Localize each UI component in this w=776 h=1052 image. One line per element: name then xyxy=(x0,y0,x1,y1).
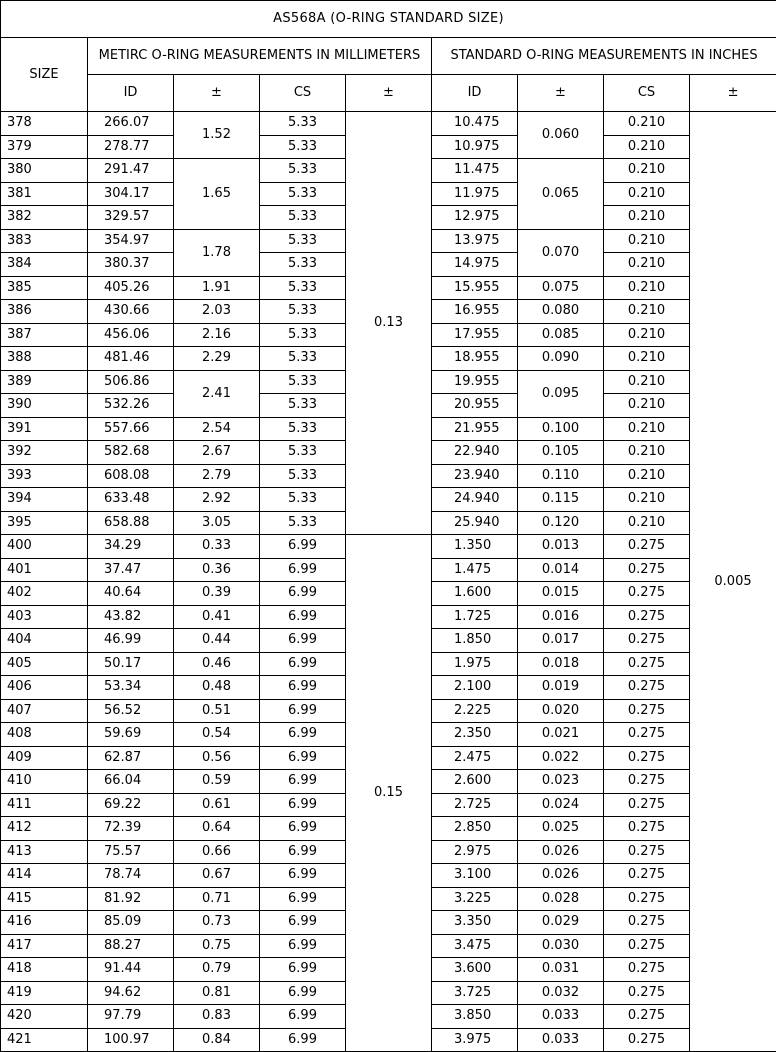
mm-id-tolerance-cell: 2.41 xyxy=(174,370,260,417)
mm-cs-cell: 5.33 xyxy=(260,112,346,136)
size-cell: 388 xyxy=(1,347,88,371)
mm-id-cell: 75.57 xyxy=(88,840,174,864)
in-cs-cell: 0.275 xyxy=(604,934,690,958)
mm-id-cell: 354.97 xyxy=(88,229,174,253)
mm-id-cell: 278.77 xyxy=(88,135,174,159)
mm-id-tolerance-cell: 0.44 xyxy=(174,629,260,653)
size-cell: 391 xyxy=(1,417,88,441)
in-cs-cell: 0.275 xyxy=(604,676,690,700)
in-id-tolerance-cell: 0.085 xyxy=(518,323,604,347)
in-id-tolerance-cell: 0.028 xyxy=(518,887,604,911)
mm-cs-cell: 6.99 xyxy=(260,652,346,676)
size-cell: 411 xyxy=(1,793,88,817)
size-cell: 414 xyxy=(1,864,88,888)
in-cs-cell: 0.275 xyxy=(604,535,690,559)
in-id-tolerance-cell: 0.065 xyxy=(518,159,604,230)
mm-id-cell: 66.04 xyxy=(88,770,174,794)
mm-id-tolerance-cell: 0.75 xyxy=(174,934,260,958)
in-id-cell: 19.955 xyxy=(432,370,518,394)
in-cs-cell: 0.210 xyxy=(604,370,690,394)
in-id-tolerance-cell: 0.060 xyxy=(518,112,604,159)
mm-id-cell: 50.17 xyxy=(88,652,174,676)
size-cell: 387 xyxy=(1,323,88,347)
mm-id-tolerance-cell: 0.33 xyxy=(174,535,260,559)
in-cs-cell: 0.210 xyxy=(604,112,690,136)
metric-group-header: METIRC O-RING MEASUREMENTS IN MILLIMETERS xyxy=(88,38,432,75)
mm-cs-cell: 5.33 xyxy=(260,276,346,300)
in-cs-cell: 0.275 xyxy=(604,981,690,1005)
size-cell: 400 xyxy=(1,535,88,559)
mm-cs-tolerance-cell: 0.15 xyxy=(346,535,432,1052)
mm-cs-cell: 5.33 xyxy=(260,253,346,277)
table-row xyxy=(1,112,776,136)
mm-id-tolerance-cell: 2.16 xyxy=(174,323,260,347)
in-id-tolerance-cell: 0.021 xyxy=(518,723,604,747)
in-id-cell: 22.940 xyxy=(432,441,518,465)
in-id-tolerance-cell: 0.018 xyxy=(518,652,604,676)
in-id-cell: 20.955 xyxy=(432,394,518,418)
in-id-tolerance-cell: 0.022 xyxy=(518,746,604,770)
in-id-tolerance-cell: 0.030 xyxy=(518,934,604,958)
in-id-cell: 2.475 xyxy=(432,746,518,770)
size-cell: 416 xyxy=(1,911,88,935)
in-id-tolerance-cell: 0.016 xyxy=(518,605,604,629)
in-id-cell: 11.475 xyxy=(432,159,518,183)
in-id-cell: 2.100 xyxy=(432,676,518,700)
mm-id-tolerance-cell: 0.66 xyxy=(174,840,260,864)
mm-cs-cell: 5.33 xyxy=(260,159,346,183)
size-cell: 421 xyxy=(1,1028,88,1052)
mm-id-cell: 85.09 xyxy=(88,911,174,935)
mm-cs-cell: 6.99 xyxy=(260,911,346,935)
mm-id-tolerance-cell: 1.78 xyxy=(174,229,260,276)
mm-cs-cell: 6.99 xyxy=(260,582,346,606)
mm-id-tolerance-cell: 1.91 xyxy=(174,276,260,300)
mm-id-tolerance-cell: 0.48 xyxy=(174,676,260,700)
in-cs-cell: 0.210 xyxy=(604,441,690,465)
mm-id-tolerance-cell: 0.56 xyxy=(174,746,260,770)
in-id-cell: 3.475 xyxy=(432,934,518,958)
mm-id-tolerance-cell: 0.84 xyxy=(174,1028,260,1052)
size-cell: 413 xyxy=(1,840,88,864)
mm-cs-cell: 6.99 xyxy=(260,934,346,958)
in-id-cell: 1.475 xyxy=(432,558,518,582)
in-id-cell: 2.975 xyxy=(432,840,518,864)
size-cell: 419 xyxy=(1,981,88,1005)
size-cell: 395 xyxy=(1,511,88,535)
in-id-cell: 1.600 xyxy=(432,582,518,606)
in-id-tolerance-cell: 0.023 xyxy=(518,770,604,794)
size-cell: 401 xyxy=(1,558,88,582)
mm-id-cell: 37.47 xyxy=(88,558,174,582)
mm-id-cell: 34.29 xyxy=(88,535,174,559)
in-id-cell: 25.940 xyxy=(432,511,518,535)
in-cs-cell: 0.275 xyxy=(604,723,690,747)
in-id-tolerance-cell: 0.015 xyxy=(518,582,604,606)
mm-id-cell: 100.97 xyxy=(88,1028,174,1052)
mm-cs-cell: 5.33 xyxy=(260,370,346,394)
in-cs-cell: 0.275 xyxy=(604,629,690,653)
in-id-cell: 2.850 xyxy=(432,817,518,841)
in-cs-cell: 0.210 xyxy=(604,300,690,324)
in-id-cell: 3.100 xyxy=(432,864,518,888)
in-cs-cell: 0.210 xyxy=(604,323,690,347)
mm-cs-cell: 6.99 xyxy=(260,958,346,982)
mm-cs-cell: 6.99 xyxy=(260,1028,346,1052)
mm-cs-cell: 6.99 xyxy=(260,723,346,747)
in-cs-cell: 0.210 xyxy=(604,511,690,535)
in-id-tolerance-cell: 0.070 xyxy=(518,229,604,276)
mm-id-cell: 582.68 xyxy=(88,441,174,465)
table-title: AS568A (O-RING STANDARD SIZE) xyxy=(1,1,776,38)
mm-id-tolerance-cell: 2.67 xyxy=(174,441,260,465)
mm-cs-cell: 6.99 xyxy=(260,605,346,629)
in-id-cell: 3.975 xyxy=(432,1028,518,1052)
mm-id-cell: 608.08 xyxy=(88,464,174,488)
mm-id-cell: 380.37 xyxy=(88,253,174,277)
in-id-cell: 11.975 xyxy=(432,182,518,206)
in-cs-tolerance-cell: 0.005 xyxy=(690,112,776,1052)
size-cell: 405 xyxy=(1,652,88,676)
mm-cs-cell: 5.33 xyxy=(260,441,346,465)
in-cs-cell: 0.210 xyxy=(604,417,690,441)
in-id-cell: 3.350 xyxy=(432,911,518,935)
in-cs-cell: 0.210 xyxy=(604,229,690,253)
mm-id-cell: 633.48 xyxy=(88,488,174,512)
in-cs-cell: 0.210 xyxy=(604,135,690,159)
in-id-tolerance-header: ± xyxy=(518,75,604,112)
mm-cs-cell: 6.99 xyxy=(260,1005,346,1029)
mm-cs-cell: 5.33 xyxy=(260,511,346,535)
mm-cs-cell: 6.99 xyxy=(260,981,346,1005)
mm-id-cell: 304.17 xyxy=(88,182,174,206)
in-id-cell: 18.955 xyxy=(432,347,518,371)
mm-id-cell: 40.64 xyxy=(88,582,174,606)
in-id-cell: 3.225 xyxy=(432,887,518,911)
size-cell: 406 xyxy=(1,676,88,700)
in-cs-cell: 0.275 xyxy=(604,605,690,629)
mm-id-cell: 97.79 xyxy=(88,1005,174,1029)
in-cs-cell: 0.210 xyxy=(604,253,690,277)
in-cs-cell: 0.275 xyxy=(604,1028,690,1052)
size-cell: 381 xyxy=(1,182,88,206)
size-cell: 383 xyxy=(1,229,88,253)
mm-id-cell: 88.27 xyxy=(88,934,174,958)
in-id-tolerance-cell: 0.014 xyxy=(518,558,604,582)
in-cs-cell: 0.275 xyxy=(604,887,690,911)
mm-id-tolerance-cell: 2.54 xyxy=(174,417,260,441)
table-row xyxy=(1,535,776,559)
mm-id-tolerance-cell: 1.52 xyxy=(174,112,260,159)
size-cell: 410 xyxy=(1,770,88,794)
mm-id-cell: 94.62 xyxy=(88,981,174,1005)
in-id-cell: 13.975 xyxy=(432,229,518,253)
mm-id-cell: 506.86 xyxy=(88,370,174,394)
mm-id-cell: 91.44 xyxy=(88,958,174,982)
in-id-cell: 10.475 xyxy=(432,112,518,136)
in-cs-cell: 0.210 xyxy=(604,182,690,206)
mm-id-cell: 532.26 xyxy=(88,394,174,418)
mm-cs-cell: 5.33 xyxy=(260,464,346,488)
mm-id-tolerance-cell: 0.81 xyxy=(174,981,260,1005)
mm-cs-cell: 6.99 xyxy=(260,558,346,582)
in-cs-cell: 0.275 xyxy=(604,746,690,770)
in-id-cell: 3.850 xyxy=(432,1005,518,1029)
in-id-tolerance-cell: 0.026 xyxy=(518,864,604,888)
size-header: SIZE xyxy=(1,38,88,112)
in-id-tolerance-cell: 0.080 xyxy=(518,300,604,324)
mm-id-tolerance-cell: 0.67 xyxy=(174,864,260,888)
mm-cs-tolerance-header: ± xyxy=(346,75,432,112)
in-cs-cell: 0.275 xyxy=(604,793,690,817)
in-id-tolerance-cell: 0.026 xyxy=(518,840,604,864)
mm-id-cell: 69.22 xyxy=(88,793,174,817)
mm-id-tolerance-cell: 0.64 xyxy=(174,817,260,841)
in-cs-cell: 0.275 xyxy=(604,864,690,888)
in-id-cell: 1.350 xyxy=(432,535,518,559)
mm-id-cell: 430.66 xyxy=(88,300,174,324)
in-cs-cell: 0.275 xyxy=(604,652,690,676)
in-cs-cell: 0.275 xyxy=(604,582,690,606)
mm-id-cell: 658.88 xyxy=(88,511,174,535)
mm-id-tolerance-header: ± xyxy=(174,75,260,112)
mm-cs-cell: 5.33 xyxy=(260,323,346,347)
mm-id-tolerance-cell: 0.59 xyxy=(174,770,260,794)
in-cs-cell: 0.210 xyxy=(604,159,690,183)
mm-id-cell: 456.06 xyxy=(88,323,174,347)
in-id-cell: 2.350 xyxy=(432,723,518,747)
size-cell: 393 xyxy=(1,464,88,488)
in-cs-cell: 0.210 xyxy=(604,206,690,230)
size-cell: 382 xyxy=(1,206,88,230)
in-cs-cell: 0.275 xyxy=(604,958,690,982)
size-cell: 378 xyxy=(1,112,88,136)
mm-cs-cell: 6.99 xyxy=(260,864,346,888)
size-cell: 385 xyxy=(1,276,88,300)
in-cs-cell: 0.210 xyxy=(604,488,690,512)
size-cell: 408 xyxy=(1,723,88,747)
mm-id-cell: 56.52 xyxy=(88,699,174,723)
mm-cs-cell: 6.99 xyxy=(260,770,346,794)
in-cs-header: CS xyxy=(604,75,690,112)
in-id-cell: 14.975 xyxy=(432,253,518,277)
mm-id-tolerance-cell: 0.46 xyxy=(174,652,260,676)
size-cell: 403 xyxy=(1,605,88,629)
in-cs-cell: 0.210 xyxy=(604,276,690,300)
in-id-tolerance-cell: 0.029 xyxy=(518,911,604,935)
in-id-cell: 1.725 xyxy=(432,605,518,629)
in-id-tolerance-cell: 0.115 xyxy=(518,488,604,512)
size-cell: 415 xyxy=(1,887,88,911)
mm-cs-cell: 5.33 xyxy=(260,135,346,159)
in-cs-cell: 0.210 xyxy=(604,464,690,488)
in-id-cell: 23.940 xyxy=(432,464,518,488)
mm-cs-cell: 6.99 xyxy=(260,840,346,864)
mm-id-header: ID xyxy=(88,75,174,112)
mm-id-tolerance-cell: 0.54 xyxy=(174,723,260,747)
in-id-cell: 2.725 xyxy=(432,793,518,817)
in-id-cell: 17.955 xyxy=(432,323,518,347)
in-cs-cell: 0.275 xyxy=(604,911,690,935)
mm-cs-cell: 5.33 xyxy=(260,417,346,441)
mm-id-cell: 81.92 xyxy=(88,887,174,911)
in-id-cell: 1.850 xyxy=(432,629,518,653)
mm-id-cell: 405.26 xyxy=(88,276,174,300)
in-id-cell: 3.725 xyxy=(432,981,518,1005)
mm-cs-cell: 6.99 xyxy=(260,887,346,911)
inch-group-header: STANDARD O-RING MEASUREMENTS IN INCHES xyxy=(432,38,776,75)
in-cs-cell: 0.275 xyxy=(604,840,690,864)
mm-cs-cell: 6.99 xyxy=(260,793,346,817)
in-id-cell: 12.975 xyxy=(432,206,518,230)
mm-id-tolerance-cell: 2.03 xyxy=(174,300,260,324)
mm-id-tolerance-cell: 0.83 xyxy=(174,1005,260,1029)
mm-cs-cell: 6.99 xyxy=(260,535,346,559)
in-id-cell: 2.225 xyxy=(432,699,518,723)
mm-id-tolerance-cell: 0.51 xyxy=(174,699,260,723)
mm-id-cell: 62.87 xyxy=(88,746,174,770)
mm-id-tolerance-cell: 0.39 xyxy=(174,582,260,606)
size-cell: 417 xyxy=(1,934,88,958)
mm-id-tolerance-cell: 2.79 xyxy=(174,464,260,488)
mm-id-cell: 59.69 xyxy=(88,723,174,747)
mm-cs-cell: 5.33 xyxy=(260,182,346,206)
size-cell: 402 xyxy=(1,582,88,606)
size-cell: 394 xyxy=(1,488,88,512)
in-id-tolerance-cell: 0.075 xyxy=(518,276,604,300)
mm-id-cell: 46.99 xyxy=(88,629,174,653)
mm-cs-cell: 6.99 xyxy=(260,676,346,700)
in-id-cell: 10.975 xyxy=(432,135,518,159)
in-id-header: ID xyxy=(432,75,518,112)
size-cell: 386 xyxy=(1,300,88,324)
in-id-cell: 3.600 xyxy=(432,958,518,982)
mm-id-cell: 329.57 xyxy=(88,206,174,230)
in-id-tolerance-cell: 0.019 xyxy=(518,676,604,700)
mm-cs-cell: 6.99 xyxy=(260,746,346,770)
in-cs-cell: 0.275 xyxy=(604,770,690,794)
mm-id-cell: 291.47 xyxy=(88,159,174,183)
mm-id-cell: 481.46 xyxy=(88,347,174,371)
size-cell: 407 xyxy=(1,699,88,723)
mm-id-tolerance-cell: 3.05 xyxy=(174,511,260,535)
mm-id-cell: 266.07 xyxy=(88,112,174,136)
mm-cs-cell: 6.99 xyxy=(260,629,346,653)
mm-id-tolerance-cell: 0.71 xyxy=(174,887,260,911)
in-id-tolerance-cell: 0.031 xyxy=(518,958,604,982)
size-cell: 389 xyxy=(1,370,88,394)
size-cell: 404 xyxy=(1,629,88,653)
in-cs-cell: 0.210 xyxy=(604,347,690,371)
mm-cs-tolerance-cell: 0.13 xyxy=(346,112,432,535)
in-id-tolerance-cell: 0.033 xyxy=(518,1005,604,1029)
mm-id-cell: 43.82 xyxy=(88,605,174,629)
in-id-tolerance-cell: 0.100 xyxy=(518,417,604,441)
in-id-tolerance-cell: 0.017 xyxy=(518,629,604,653)
in-id-tolerance-cell: 0.020 xyxy=(518,699,604,723)
mm-id-cell: 557.66 xyxy=(88,417,174,441)
table-body xyxy=(1,112,776,1052)
in-id-cell: 21.955 xyxy=(432,417,518,441)
in-id-cell: 24.940 xyxy=(432,488,518,512)
in-id-tolerance-cell: 0.032 xyxy=(518,981,604,1005)
in-id-tolerance-cell: 0.025 xyxy=(518,817,604,841)
mm-id-tolerance-cell: 2.29 xyxy=(174,347,260,371)
mm-cs-cell: 5.33 xyxy=(260,347,346,371)
size-cell: 379 xyxy=(1,135,88,159)
size-cell: 418 xyxy=(1,958,88,982)
in-id-cell: 15.955 xyxy=(432,276,518,300)
in-cs-cell: 0.275 xyxy=(604,1005,690,1029)
mm-id-cell: 78.74 xyxy=(88,864,174,888)
size-cell: 409 xyxy=(1,746,88,770)
mm-id-tolerance-cell: 0.41 xyxy=(174,605,260,629)
size-cell: 384 xyxy=(1,253,88,277)
mm-cs-cell: 5.33 xyxy=(260,229,346,253)
mm-cs-cell: 5.33 xyxy=(260,300,346,324)
in-id-tolerance-cell: 0.105 xyxy=(518,441,604,465)
in-cs-cell: 0.275 xyxy=(604,817,690,841)
in-id-cell: 2.600 xyxy=(432,770,518,794)
mm-id-tolerance-cell: 1.65 xyxy=(174,159,260,230)
in-id-tolerance-cell: 0.120 xyxy=(518,511,604,535)
in-id-cell: 16.955 xyxy=(432,300,518,324)
mm-cs-cell: 6.99 xyxy=(260,817,346,841)
mm-id-cell: 72.39 xyxy=(88,817,174,841)
mm-cs-cell: 5.33 xyxy=(260,394,346,418)
in-cs-cell: 0.275 xyxy=(604,699,690,723)
in-id-tolerance-cell: 0.095 xyxy=(518,370,604,417)
size-cell: 390 xyxy=(1,394,88,418)
size-cell: 392 xyxy=(1,441,88,465)
mm-cs-cell: 6.99 xyxy=(260,699,346,723)
in-id-tolerance-cell: 0.013 xyxy=(518,535,604,559)
in-id-tolerance-cell: 0.024 xyxy=(518,793,604,817)
in-id-tolerance-cell: 0.110 xyxy=(518,464,604,488)
size-cell: 420 xyxy=(1,1005,88,1029)
in-id-tolerance-cell: 0.033 xyxy=(518,1028,604,1052)
mm-id-tolerance-cell: 0.61 xyxy=(174,793,260,817)
in-id-tolerance-cell: 0.090 xyxy=(518,347,604,371)
in-cs-tolerance-header: ± xyxy=(690,75,776,112)
in-cs-cell: 0.210 xyxy=(604,394,690,418)
mm-id-tolerance-cell: 2.92 xyxy=(174,488,260,512)
mm-cs-cell: 5.33 xyxy=(260,488,346,512)
mm-cs-cell: 5.33 xyxy=(260,206,346,230)
mm-id-tolerance-cell: 0.36 xyxy=(174,558,260,582)
mm-id-tolerance-cell: 0.79 xyxy=(174,958,260,982)
mm-id-cell: 53.34 xyxy=(88,676,174,700)
mm-cs-header: CS xyxy=(260,75,346,112)
size-cell: 412 xyxy=(1,817,88,841)
mm-id-tolerance-cell: 0.73 xyxy=(174,911,260,935)
size-cell: 380 xyxy=(1,159,88,183)
in-id-cell: 1.975 xyxy=(432,652,518,676)
in-cs-cell: 0.275 xyxy=(604,558,690,582)
